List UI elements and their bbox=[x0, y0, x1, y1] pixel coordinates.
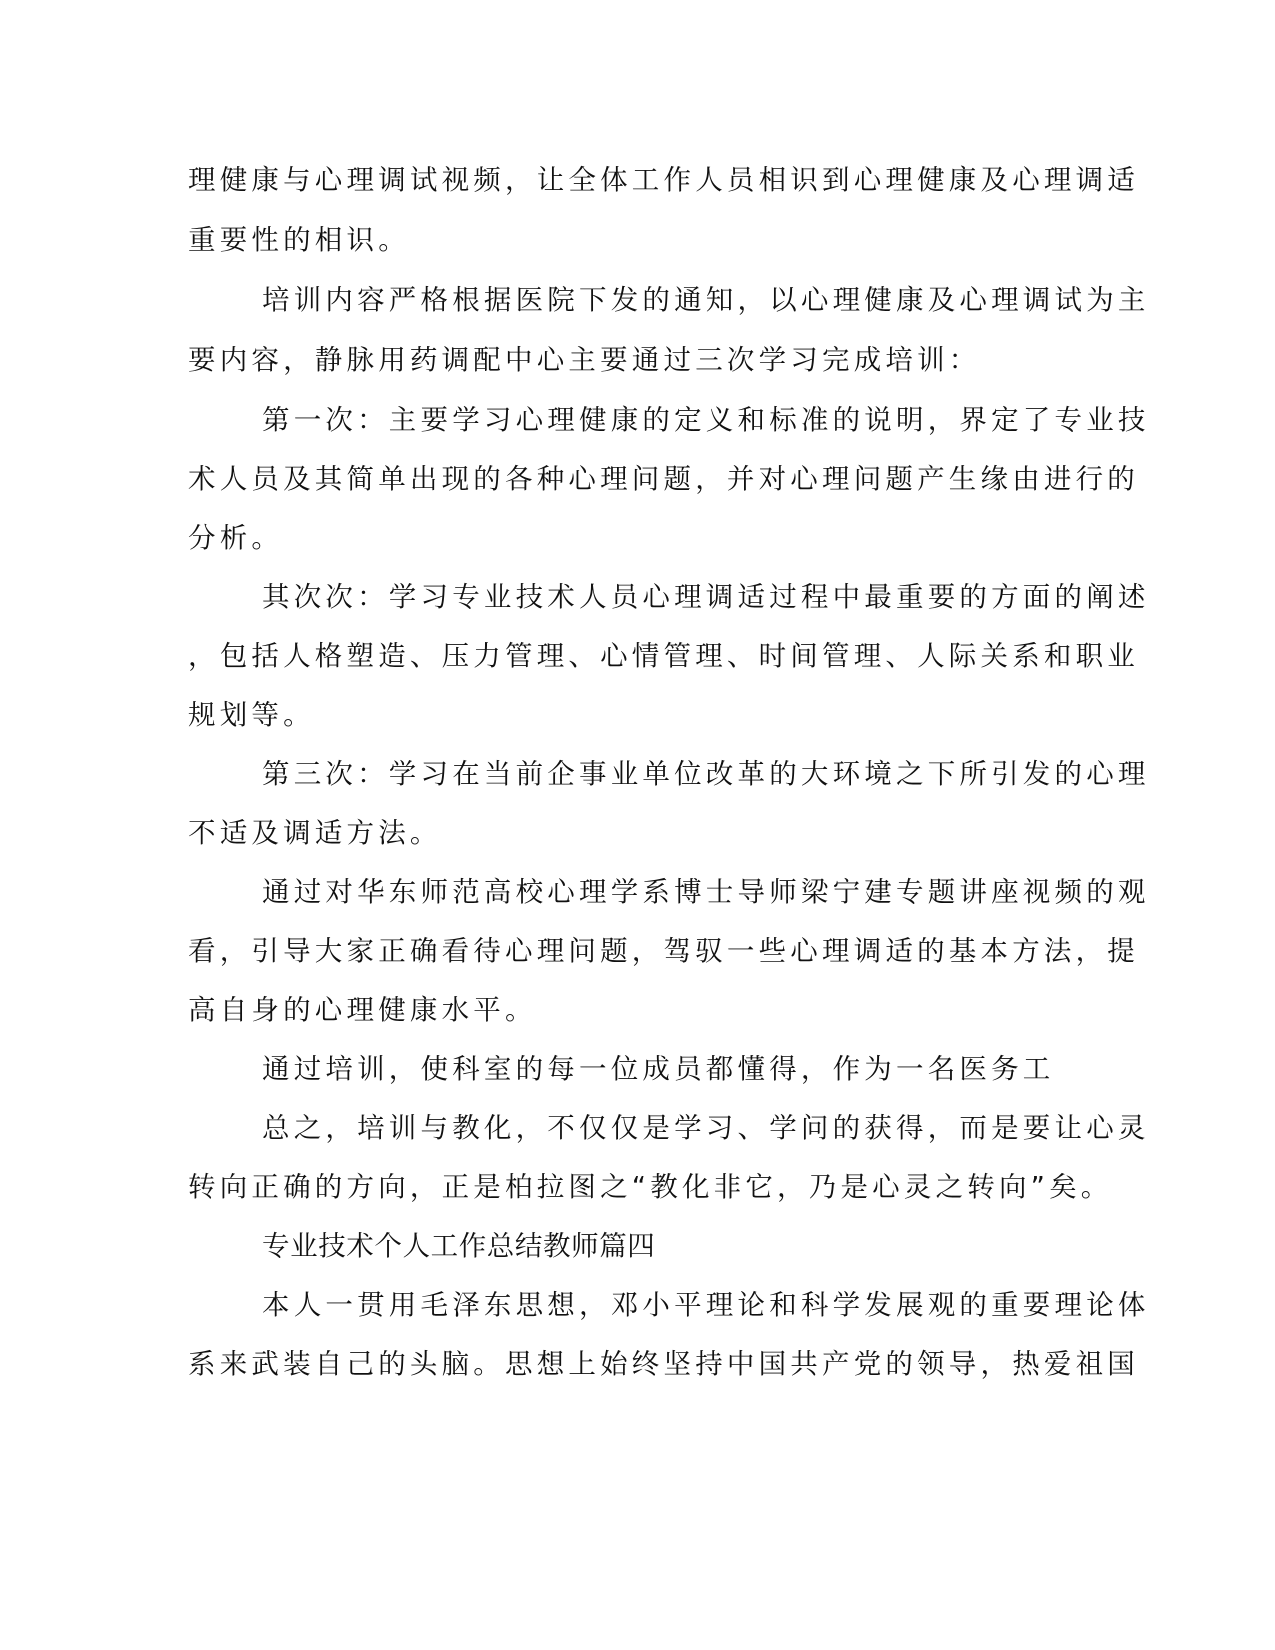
text-line: 要内容，静脉用药调配中心主要通过三次学习完成培训： bbox=[188, 344, 981, 376]
text-line: 总之，培训与教化，不仅仅是学习、学问的获得，而是要让心灵 bbox=[262, 1112, 1150, 1144]
text-line: ，包括人格塑造、压力管理、心情管理、时间管理、人际关系和职业 bbox=[188, 640, 1139, 672]
text-line: 第三次：学习在当前企事业单位改革的大环境之下所引发的心理 bbox=[262, 758, 1150, 790]
text-line: 系来武装自己的头脑。思想上始终坚持中国共产党的领导，热爱祖国 bbox=[188, 1348, 1139, 1380]
text-line: 其次次：学习专业技术人员心理调适过程中最重要的方面的阐述 bbox=[262, 581, 1150, 613]
text-line: 转向正确的方向，正是柏拉图之“教化非它，乃是心灵之转向”矣。 bbox=[188, 1171, 1113, 1203]
text-line: 通过培训，使科室的每一位成员都懂得，作为一名医务工 bbox=[262, 1053, 1055, 1085]
text-line: 规划等。 bbox=[188, 699, 315, 731]
text-line: 本人一贯用毛泽东思想，邓小平理论和科学发展观的重要理论体 bbox=[262, 1289, 1150, 1321]
text-line: 理健康与心理调试视频，让全体工作人员相识到心理健康及心理调适 bbox=[188, 164, 1139, 196]
text-line: 重要性的相识。 bbox=[188, 224, 410, 256]
text-line: 高自身的心理健康水平。 bbox=[188, 994, 537, 1026]
text-line: 看，引导大家正确看待心理问题，驾驭一些心理调适的基本方法，提 bbox=[188, 935, 1139, 967]
text-line: 分析。 bbox=[188, 522, 284, 554]
text-line: 通过对华东师范高校心理学系博士导师梁宁建专题讲座视频的观 bbox=[262, 876, 1150, 908]
text-line: 术人员及其简单出现的各种心理问题，并对心理问题产生缘由进行的 bbox=[188, 463, 1139, 495]
text-line: 第一次：主要学习心理健康的定义和标准的说明，界定了专业技 bbox=[262, 404, 1150, 436]
section-heading: 专业技术个人工作总结教师篇四 bbox=[262, 1230, 656, 1262]
text-line: 培训内容严格根据医院下发的通知，以心理健康及心理调试为主 bbox=[262, 284, 1150, 316]
text-line: 不适及调适方法。 bbox=[188, 817, 442, 849]
